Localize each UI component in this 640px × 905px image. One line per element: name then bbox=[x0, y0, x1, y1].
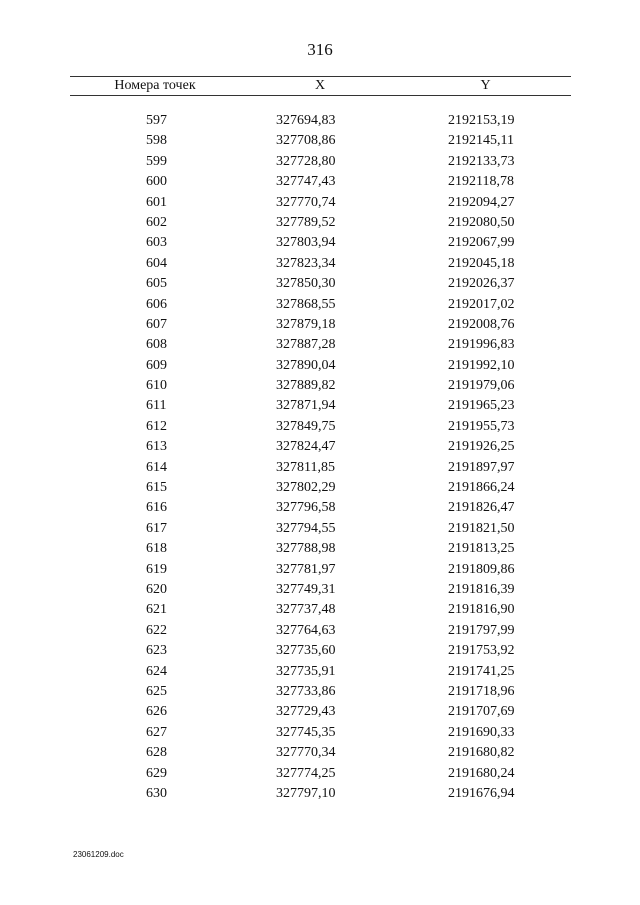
y-coordinate-cell: 2191926,25 bbox=[448, 439, 515, 455]
y-coordinate-cell: 2191992,10 bbox=[448, 357, 515, 373]
x-coordinate-cell: 327850,30 bbox=[276, 276, 336, 292]
y-coordinate-cell: 2192067,99 bbox=[448, 235, 515, 251]
point-number-cell: 625 bbox=[146, 683, 167, 699]
y-coordinate-cell: 2192045,18 bbox=[448, 255, 515, 271]
point-number-cell: 607 bbox=[146, 316, 167, 332]
point-number-cell: 597 bbox=[146, 113, 167, 128]
point-number-cell: 603 bbox=[146, 235, 167, 251]
table-row bbox=[70, 539, 571, 559]
x-coordinate-cell: 327811,85 bbox=[276, 459, 335, 475]
table-row bbox=[70, 274, 571, 294]
table-row bbox=[70, 498, 571, 518]
file-name-footer: 23061209.doc bbox=[73, 850, 124, 859]
y-coordinate-cell: 2192145,11 bbox=[448, 133, 514, 149]
table-row bbox=[70, 213, 571, 233]
x-coordinate-cell: 327823,34 bbox=[276, 255, 336, 271]
table-row bbox=[70, 662, 571, 682]
point-number-cell: 606 bbox=[146, 296, 167, 312]
point-number-cell: 601 bbox=[146, 194, 167, 210]
y-coordinate-cell: 2191965,23 bbox=[448, 398, 515, 414]
point-number-cell: 613 bbox=[146, 439, 167, 455]
table-row bbox=[70, 356, 571, 376]
x-coordinate-cell: 327774,25 bbox=[276, 765, 336, 781]
x-coordinate-cell: 327794,55 bbox=[276, 520, 336, 536]
x-coordinate-cell: 327735,60 bbox=[276, 643, 336, 659]
x-coordinate-cell: 327735,91 bbox=[276, 663, 336, 679]
table-row bbox=[70, 723, 571, 743]
y-coordinate-cell: 2191718,96 bbox=[448, 683, 515, 699]
x-coordinate-cell: 327770,74 bbox=[276, 194, 336, 210]
header-x: X bbox=[314, 78, 326, 93]
y-coordinate-cell: 2191680,24 bbox=[448, 765, 515, 781]
y-coordinate-cell: 2191809,86 bbox=[448, 561, 515, 577]
header-point-numbers: Номера точек bbox=[114, 78, 196, 93]
y-coordinate-cell: 2192017,02 bbox=[448, 296, 515, 312]
point-number-cell: 611 bbox=[146, 398, 167, 414]
x-coordinate-cell: 327890,04 bbox=[276, 357, 336, 373]
y-coordinate-cell: 2192153,19 bbox=[448, 113, 515, 128]
table-row bbox=[70, 315, 571, 335]
y-coordinate-cell: 2191866,24 bbox=[448, 480, 515, 496]
point-number-cell: 605 bbox=[146, 276, 167, 292]
y-coordinate-cell: 2191690,33 bbox=[448, 724, 515, 740]
table-row bbox=[70, 458, 571, 478]
table-row bbox=[70, 784, 571, 804]
point-number-cell: 627 bbox=[146, 724, 167, 740]
point-number-cell: 616 bbox=[146, 500, 167, 516]
x-coordinate-cell: 327803,94 bbox=[276, 235, 336, 251]
y-coordinate-cell: 2191676,94 bbox=[448, 785, 515, 801]
x-coordinate-cell: 327889,82 bbox=[276, 378, 336, 394]
table-row bbox=[70, 641, 571, 661]
header-y: Y bbox=[480, 78, 491, 93]
point-number-cell: 599 bbox=[146, 153, 167, 169]
x-coordinate-cell: 327708,86 bbox=[276, 133, 336, 149]
point-number-cell: 628 bbox=[146, 745, 167, 761]
y-coordinate-cell: 2191707,69 bbox=[448, 704, 515, 720]
y-coordinate-cell: 2191680,82 bbox=[448, 745, 515, 761]
x-coordinate-cell: 327871,94 bbox=[276, 398, 336, 414]
table-header bbox=[70, 76, 571, 96]
table-row bbox=[70, 131, 571, 151]
table-row bbox=[70, 376, 571, 396]
table-row bbox=[70, 702, 571, 722]
point-number-cell: 610 bbox=[146, 378, 167, 394]
point-number-cell: 619 bbox=[146, 561, 167, 577]
x-coordinate-cell: 327733,86 bbox=[276, 683, 336, 699]
y-coordinate-cell: 2192080,50 bbox=[448, 214, 515, 230]
point-number-cell: 621 bbox=[146, 602, 167, 618]
point-number-cell: 609 bbox=[146, 357, 167, 373]
point-number-cell: 629 bbox=[146, 765, 167, 781]
point-number-cell: 604 bbox=[146, 255, 167, 271]
y-coordinate-cell: 2191826,47 bbox=[448, 500, 515, 516]
table-row bbox=[70, 152, 571, 172]
x-coordinate-cell: 327796,58 bbox=[276, 500, 336, 516]
x-coordinate-cell: 327802,29 bbox=[276, 480, 336, 496]
point-number-cell: 598 bbox=[146, 133, 167, 149]
point-number-cell: 624 bbox=[146, 663, 167, 679]
y-coordinate-cell: 2191753,92 bbox=[448, 643, 515, 659]
x-coordinate-cell: 327770,34 bbox=[276, 745, 336, 761]
table-row bbox=[70, 580, 571, 600]
point-number-cell: 617 bbox=[146, 520, 167, 536]
x-coordinate-cell: 327694,83 bbox=[276, 113, 336, 128]
x-coordinate-cell: 327824,47 bbox=[276, 439, 336, 455]
point-number-cell: 626 bbox=[146, 704, 167, 720]
x-coordinate-cell: 327887,28 bbox=[276, 337, 336, 353]
y-coordinate-cell: 2191897,97 bbox=[448, 459, 515, 475]
page-number: 316 bbox=[307, 40, 333, 59]
point-number-cell: 623 bbox=[146, 643, 167, 659]
y-coordinate-cell: 2192133,73 bbox=[448, 153, 515, 169]
x-coordinate-cell: 327879,18 bbox=[276, 316, 336, 332]
table-row bbox=[70, 233, 571, 253]
x-coordinate-cell: 327788,98 bbox=[276, 541, 336, 557]
table-row bbox=[70, 193, 571, 213]
table-row bbox=[70, 396, 571, 416]
table-row bbox=[70, 417, 571, 437]
table-row bbox=[70, 600, 571, 620]
y-coordinate-cell: 2191821,50 bbox=[448, 520, 515, 536]
x-coordinate-cell: 327728,80 bbox=[276, 153, 336, 169]
y-coordinate-cell: 2192094,27 bbox=[448, 194, 515, 210]
table-row bbox=[70, 560, 571, 580]
table-row bbox=[70, 764, 571, 784]
coordinates-table bbox=[70, 111, 571, 804]
point-number-cell: 620 bbox=[146, 581, 167, 597]
x-coordinate-cell: 327737,48 bbox=[276, 602, 336, 618]
table-row bbox=[70, 743, 571, 763]
table-row bbox=[70, 254, 571, 274]
y-coordinate-cell: 2191741,25 bbox=[448, 663, 515, 679]
table-row bbox=[70, 519, 571, 539]
table-row bbox=[70, 682, 571, 702]
table-row bbox=[70, 478, 571, 498]
y-coordinate-cell: 2192026,37 bbox=[448, 276, 515, 292]
x-coordinate-cell: 327745,35 bbox=[276, 724, 336, 740]
point-number-cell: 614 bbox=[146, 459, 167, 475]
y-coordinate-cell: 2191996,83 bbox=[448, 337, 515, 353]
y-coordinate-cell: 2191816,39 bbox=[448, 581, 515, 597]
point-number-cell: 608 bbox=[146, 337, 167, 353]
y-coordinate-cell: 2191816,90 bbox=[448, 602, 515, 618]
table-row bbox=[70, 335, 571, 355]
point-number-cell: 612 bbox=[146, 418, 167, 434]
point-number-cell: 630 bbox=[146, 785, 167, 801]
table-row bbox=[70, 111, 571, 131]
x-coordinate-cell: 327849,75 bbox=[276, 418, 336, 434]
point-number-cell: 622 bbox=[146, 622, 167, 638]
y-coordinate-cell: 2191955,73 bbox=[448, 418, 515, 434]
point-number-cell: 618 bbox=[146, 541, 167, 557]
x-coordinate-cell: 327764,63 bbox=[276, 622, 336, 638]
x-coordinate-cell: 327729,43 bbox=[276, 704, 336, 720]
table-row bbox=[70, 437, 571, 457]
x-coordinate-cell: 327797,10 bbox=[276, 785, 336, 801]
x-coordinate-cell: 327789,52 bbox=[276, 214, 336, 230]
y-coordinate-cell: 2191979,06 bbox=[448, 378, 515, 394]
x-coordinate-cell: 327868,55 bbox=[276, 296, 336, 312]
y-coordinate-cell: 2191797,99 bbox=[448, 622, 515, 638]
y-coordinate-cell: 2192118,78 bbox=[448, 174, 514, 190]
x-coordinate-cell: 327749,31 bbox=[276, 581, 336, 597]
x-coordinate-cell: 327781,97 bbox=[276, 561, 336, 577]
y-coordinate-cell: 2192008,76 bbox=[448, 316, 515, 332]
point-number-cell: 615 bbox=[146, 480, 167, 496]
table-row bbox=[70, 621, 571, 641]
y-coordinate-cell: 2191813,25 bbox=[448, 541, 515, 557]
point-number-cell: 600 bbox=[146, 174, 167, 190]
table-row bbox=[70, 172, 571, 192]
x-coordinate-cell: 327747,43 bbox=[276, 174, 336, 190]
table-row bbox=[70, 295, 571, 315]
point-number-cell: 602 bbox=[146, 214, 167, 230]
